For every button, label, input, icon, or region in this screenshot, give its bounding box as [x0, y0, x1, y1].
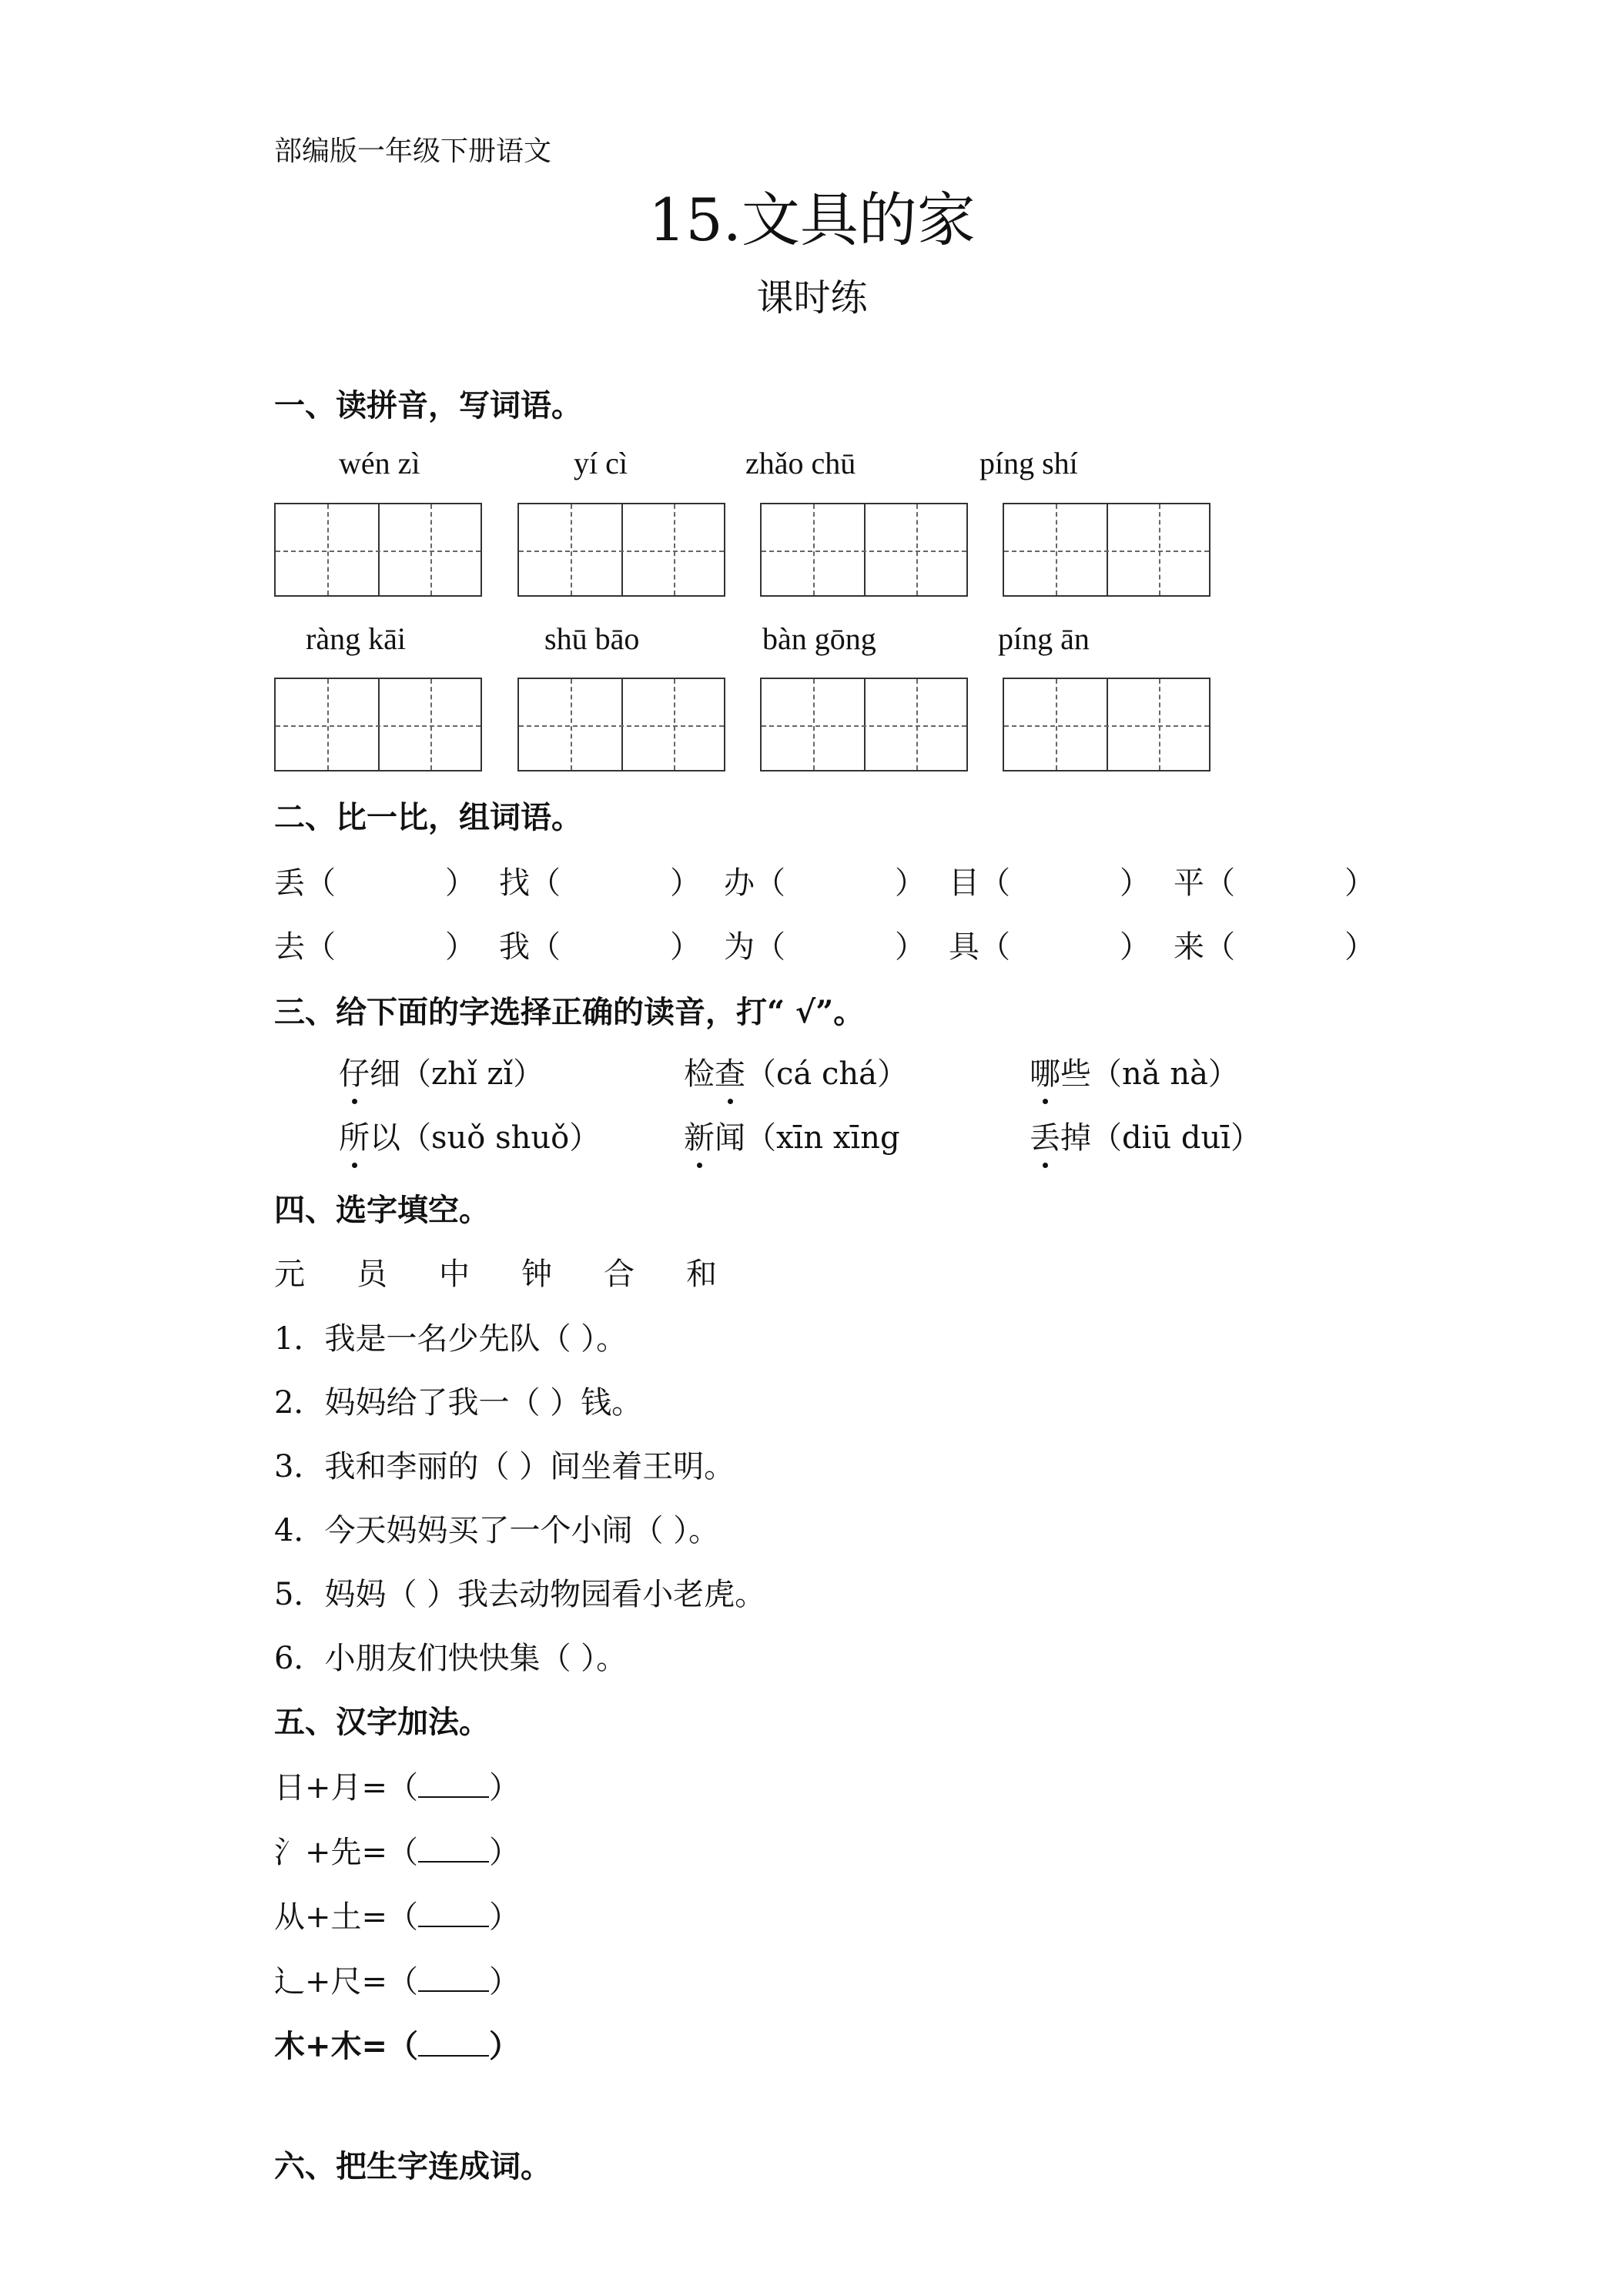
word-group-item: 丢（ — [274, 865, 336, 901]
close-paren: ） — [895, 929, 926, 965]
answer-blank[interactable] — [418, 1966, 489, 1992]
addition-expr: 木+木=（ — [274, 2028, 419, 2064]
plain-char: 检 — [684, 1056, 715, 1092]
pinyin-label: yí cì — [574, 446, 628, 480]
word-group-item: 平（ — [1174, 865, 1235, 901]
choice-char: 员 — [357, 1257, 387, 1292]
addition-line — [274, 1828, 520, 1872]
dotted-char: 丢 — [1030, 1113, 1060, 1157]
fill-line: 3．我和李丽的（ ）间坐着王明。 — [274, 1449, 735, 1484]
pinyin-label: wén zì — [339, 446, 420, 480]
reading-options[interactable]: （xīn xīng — [745, 1120, 900, 1156]
addition-line — [274, 1893, 520, 1936]
fill-line: 2．妈妈给了我一（ ）钱。 — [274, 1385, 643, 1421]
page-subtitle: 课时练 — [756, 276, 868, 320]
reading-options[interactable]: 细（zhǐ zǐ） — [370, 1056, 544, 1092]
choice-char: 钟 — [521, 1257, 552, 1292]
section-1-heading: 一、读拼音，写词语。 — [274, 387, 582, 423]
pinyin-label: píng ān — [998, 621, 1090, 656]
pinyin-label: zhǎo chū — [745, 446, 856, 480]
reading-choice-item — [339, 1049, 544, 1093]
close-paren: ） — [1344, 865, 1375, 901]
reading-options[interactable]: （cá chá） — [745, 1056, 908, 1092]
reading-choice-item — [339, 1113, 600, 1157]
writing-grid[interactable] — [274, 678, 482, 771]
word-group-item: 目（ — [949, 865, 1010, 901]
pinyin-label: píng shí — [979, 446, 1078, 480]
answer-blank[interactable] — [418, 1772, 489, 1798]
writing-grid[interactable] — [274, 503, 482, 597]
plain-char: 掉 — [1060, 1120, 1091, 1156]
answer-blank[interactable] — [418, 2030, 489, 2057]
choice-char: 元 — [274, 1257, 305, 1292]
page-title: 15.文具的家 — [648, 186, 976, 254]
word-group-item: 去（ — [274, 929, 336, 965]
fill-line: 4．今天妈妈买了一个小闹（ ）。 — [274, 1513, 720, 1548]
close-paren: ） — [489, 2028, 521, 2064]
close-paren: ） — [895, 865, 926, 901]
word-group-item: 办（ — [724, 865, 785, 901]
reading-choice-item — [684, 1049, 908, 1093]
section-5-heading: 五、汉字加法。 — [274, 1704, 490, 1740]
choice-char: 中 — [439, 1257, 470, 1292]
close-paren: ） — [445, 929, 476, 965]
close-paren: ） — [1120, 929, 1150, 965]
addition-expr: 氵+先=（ — [274, 1835, 419, 1870]
pinyin-label: shū bāo — [544, 621, 640, 656]
word-group-item: 来（ — [1174, 929, 1235, 965]
writing-grid[interactable] — [1003, 503, 1210, 597]
addition-expr: 日+月=（ — [274, 1770, 419, 1806]
answer-blank[interactable] — [418, 1836, 489, 1863]
section-2-heading: 二、比一比，组词语。 — [274, 799, 582, 835]
dotted-char: 新 — [684, 1113, 715, 1157]
writing-grid[interactable] — [517, 503, 725, 597]
plain-char: 闻 — [715, 1120, 745, 1156]
reading-options[interactable]: （suǒ shuǒ） — [400, 1120, 601, 1156]
addition-expr: 辶+尺=（ — [274, 1964, 419, 2000]
section-3-heading: 三、给下面的字选择正确的读音，打“ √”。 — [274, 994, 865, 1030]
reading-choice-item — [684, 1113, 900, 1157]
answer-blank[interactable] — [418, 1901, 489, 1927]
section-4-heading: 四、选字填空。 — [274, 1192, 490, 1228]
addition-expr: 从+土=（ — [274, 1899, 419, 1935]
addition-line — [274, 2022, 520, 2066]
close-paren: ） — [445, 865, 476, 901]
close-paren: ） — [489, 1835, 521, 1870]
word-group-item: 我（ — [499, 929, 561, 965]
fill-line: 1．我是一名少先队（ ）。 — [274, 1321, 628, 1357]
close-paren: ） — [1344, 929, 1375, 965]
word-group-item: 找（ — [499, 865, 561, 901]
document-header: 部编版一年级下册语文 — [274, 136, 552, 167]
close-paren: ） — [670, 865, 701, 901]
close-paren: ） — [670, 929, 701, 965]
word-group-item: 具（ — [949, 929, 1010, 965]
addition-line — [274, 1957, 520, 2001]
reading-choice-item — [1030, 1113, 1261, 1157]
close-paren: ） — [489, 1899, 521, 1935]
word-group-item: 为（ — [724, 929, 785, 965]
fill-line: 5．妈妈（ ）我去动物园看小老虎。 — [274, 1577, 766, 1612]
writing-grid[interactable] — [760, 503, 968, 597]
dotted-char: 查 — [715, 1049, 745, 1093]
close-paren: ） — [489, 1964, 521, 2000]
writing-grid[interactable] — [760, 678, 968, 771]
section-6-heading: 六、把生字连成词。 — [274, 2148, 551, 2184]
fill-line: 6．小朋友们快快集（ ）。 — [274, 1641, 628, 1676]
reading-options[interactable]: （diū duī） — [1091, 1120, 1262, 1156]
dotted-char: 所 — [339, 1113, 370, 1157]
addition-line — [274, 1763, 520, 1807]
close-paren: ） — [1120, 865, 1150, 901]
close-paren: ） — [489, 1770, 521, 1806]
pinyin-label: ràng kāi — [306, 621, 406, 656]
choice-char: 和 — [686, 1257, 717, 1292]
reading-options[interactable]: （nǎ nà） — [1091, 1056, 1239, 1092]
writing-grid[interactable] — [1003, 678, 1210, 771]
plain-char: 以 — [370, 1120, 400, 1156]
pinyin-label: bàn gōng — [762, 621, 876, 656]
dotted-char: 哪 — [1030, 1049, 1060, 1093]
dotted-char: 仔 — [339, 1049, 370, 1093]
choice-char: 合 — [604, 1257, 635, 1292]
writing-grid[interactable] — [517, 678, 725, 771]
reading-choice-item — [1030, 1049, 1239, 1093]
plain-char: 些 — [1060, 1056, 1091, 1092]
